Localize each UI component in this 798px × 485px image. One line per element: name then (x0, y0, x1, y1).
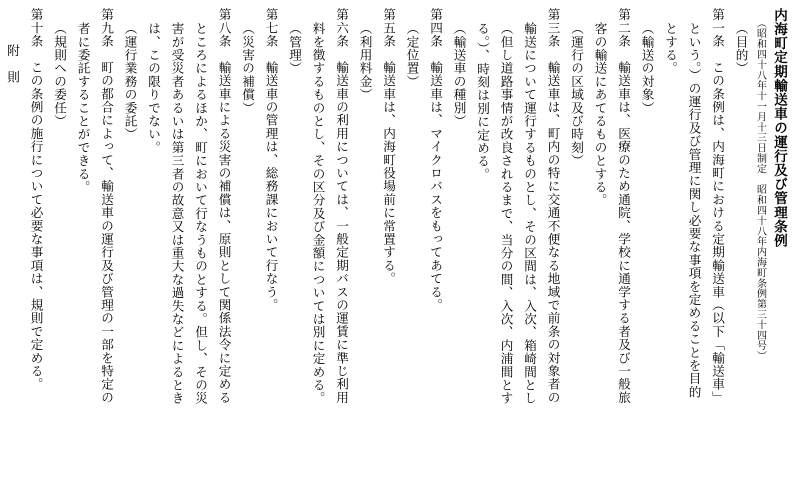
body-line: 第七条 輸送車の管理は、総務課において行なう。 (263, 8, 279, 312)
ordinance-body (0, 8, 753, 478)
body-line: 料を徴するものとし、その区分及び金額については別に定める。 (310, 22, 326, 405)
article-heading: （利用料金） (357, 22, 373, 102)
body-line (0, 8, 1, 478)
body-line: 第八条 輸送車による災害の補償は、原則として関係法令に定める (216, 8, 232, 404)
body-line: 第九条 町の都合によって、輸送車の運行及び管理の一部を特定の (99, 8, 114, 404)
body-line: 第二条 輸送車は、医療のため通院、学校に通学する者及び一般旅 (616, 8, 631, 404)
article-heading: （運行の区域及び時刻） (569, 22, 584, 168)
body-line: る。）、時刻は別に定める。 (475, 22, 490, 181)
body-line: 第十条 この条例の施行について必要な事項は、規則で定める。 (28, 8, 44, 391)
article-heading: （目的） (733, 22, 749, 75)
body-line: 第一条 この条例は、内海町における定期輸送車（以下「輸送車」 (710, 8, 725, 404)
body-line: 第四条 輸送車は、マイクロバスをもってあてる。 (428, 8, 443, 312)
body-line: 第六条 輸送車の利用については、一般定期バスの運賃に準じ利用 (334, 8, 349, 404)
supplementary-heading: 附 則 (5, 44, 20, 84)
article-heading: （輸送の対象） (639, 22, 655, 115)
body-line: ところによるほか、町において行なうものとする。但し、その災 (193, 22, 208, 405)
article-heading: （定位置） (404, 22, 420, 88)
ordinance-title: 内海町定期輸送車の運行及び管理条例 (771, 8, 787, 248)
enactment-note: （昭和四十八年十一月十三日制定 昭和四十八年内海町条例第三十四号） (754, 18, 766, 362)
body-line: 者に委託することができる。 (75, 22, 91, 194)
article-heading: （災害の補償） (240, 22, 255, 115)
body-line: 第三条 輸送車は、町内の特に交通不便なる地域で前条の対象者の (545, 8, 561, 404)
body-line: とする。 (663, 22, 678, 75)
body-line: 輸送について運行するものとし、その区間は、入次、箱崎間とし (522, 22, 537, 405)
body-line: 客の輸送にあてるものとする。 (592, 22, 608, 207)
body-line: （但し道路事情が改良されるまで、当分の間、入次、内浦間とす (498, 22, 514, 405)
article-heading: （管理） (287, 22, 302, 75)
body-line: は、この限りでない。 (146, 22, 161, 154)
ordinance-document (6, 8, 790, 478)
body-line: 第五条 輸送車は、内海町役場前に常置する。 (381, 8, 396, 286)
article-heading: （運行業務の委託） (122, 22, 138, 141)
article-heading: （輸送車の種別） (451, 22, 467, 128)
body-line: という。）の運行及び管理に関し必要な事項を定めることを目的 (686, 22, 702, 399)
body-line: 害が受災者あるいは第三者の故意又は重大な過失などによるとき (169, 22, 185, 405)
article-heading: （規則への委任） (52, 22, 67, 128)
